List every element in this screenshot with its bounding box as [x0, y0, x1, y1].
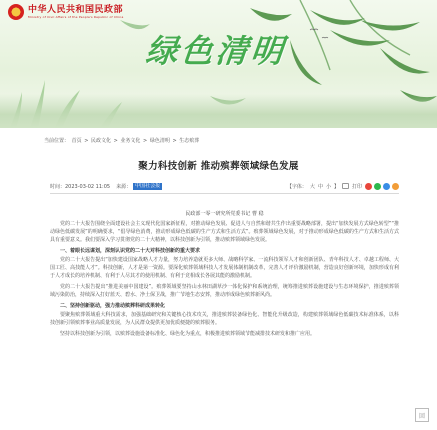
breadcrumb-item-green-qingming[interactable]: 绿色清明 [149, 138, 170, 144]
breadcrumb-item-business-culture[interactable]: 业务文化 [120, 138, 141, 144]
breadcrumb-separator: > [113, 138, 118, 144]
share-buttons [365, 183, 399, 190]
source-label: 来源： [116, 183, 132, 190]
article-source[interactable]: 中国社会报 [135, 182, 161, 189]
banner-title: 绿色清明 [143, 32, 288, 70]
breadcrumb-prefix: 当前位置： [44, 138, 70, 144]
font-size-end: 】 [333, 183, 339, 190]
article-paragraph: 要聚焦殡葬领域重大科技需求，加强基础研究和关键核心技术攻关，推进殡葬装备绿色化、智能化升级改造，构建殡葬领域绿色低碳技术标准体系，以科技创新引领殡葬事业高质量发展，为人民群众提供更加优质便捷的殡葬服务。 [50, 312, 399, 327]
font-size-small[interactable]: 小 [325, 183, 331, 190]
font-size-medium[interactable]: 中 [317, 183, 323, 190]
breadcrumb [44, 137, 200, 144]
breadcrumb-item-culture[interactable]: 民政文化 [91, 138, 112, 144]
breadcrumb-separator: > [143, 138, 148, 144]
logo-title-cn: 中华人民共和国民政部 [28, 4, 124, 15]
article-paragraph: 党的二十大报告围绕全面建设社会主义现代化国家新征程，对推动绿色发展、促进人与自然和谐共生作出重要战略部署，提出“加快发展方式绿色转型”“推动绿色低碳发展”的明确要求，“倡导绿色消费，推动形成绿色低碳的生产方式和生活方式”。殡葬领域绿色发展，对于推动形成绿色低碳的生产方式和生活方式具有重要意义。我们要深入学习贯彻党的二十大精神，以科技创新为引领，推动殡葬领域绿色发展。 [50, 221, 399, 243]
article-body [50, 210, 399, 342]
header-banner [0, 0, 437, 128]
article-byline: 民政部一零一研究所党委书记 曹 稳 [185, 211, 264, 217]
article-subheading: 二、坚持创新驱动，强力推动殡葬科研成果转化 [60, 303, 166, 310]
meta-divider [50, 193, 399, 194]
print-label[interactable]: 打印 [351, 183, 362, 190]
article-paragraph: 党的二十大报告提出“推进美丽中国建设”。殡葬领域要坚持山水林田湖草沙一体化保护和系统治理，统筹推进殡葬设施建设与生态环境保护，推进殡葬领域污染防治，持续深入打好蓝天、碧水、净土保卫战，推广节地生态安葬，推动形成绿色殡葬新风尚。 [50, 283, 399, 298]
article-paragraph: 党的二十大报告提出“加快建设国家战略人才力量，努力培养造就更多大师、战略科学家、一流科技领军人才和创新团队、青年科技人才、卓越工程师、大国工匠、高技能人才”。科技创新，人才是第一资源。要深化殡葬领域科技人才发展体制机制改革，完善人才评价激励机制，营造良好创新环境，加快形成有利于人才成长的培养机制、有利于人尽其才的使用机制、有利于竞相成长各展其能的激励机制。 [50, 257, 399, 279]
national-emblem-icon [8, 4, 24, 20]
breadcrumb-item-home[interactable]: 首页 [71, 138, 82, 144]
grass-ground [0, 94, 437, 128]
breadcrumb-item-eco-funeral[interactable]: 生态殡葬 [179, 138, 200, 144]
qzone-share-icon[interactable] [392, 183, 399, 190]
logo-title-en: Ministry of Civil Affairs of the People's Republic of China [28, 14, 124, 19]
font-size-large[interactable]: 大 [309, 183, 315, 190]
wechat-share-icon[interactable] [374, 183, 381, 190]
qq-share-icon[interactable] [383, 183, 390, 190]
article-paragraph: 坚持以科技创新为引领，以殡葬设施设备标准化、绿色化为重点，积极推进殡葬领域节能减排技术研发和推广应用。 [60, 330, 316, 337]
weibo-share-icon[interactable] [365, 183, 372, 190]
floating-back-button[interactable]: 回 [415, 408, 429, 422]
article-date: 时间：2023-03-02 11:05 [50, 183, 111, 190]
article-meta [50, 180, 399, 192]
article-subheading: 一、着眼长远谋划，深刻认识党的二十大对科技创新的重大要求 [60, 248, 201, 255]
breadcrumb-separator: > [84, 138, 89, 144]
print-icon[interactable] [342, 183, 349, 189]
ministry-logo[interactable] [8, 4, 124, 20]
font-size-label: 【字体： [286, 183, 307, 190]
breadcrumb-separator: > [172, 138, 177, 144]
article-title: 聚力科技创新 推动殡葬领域绿色发展 [138, 161, 299, 172]
